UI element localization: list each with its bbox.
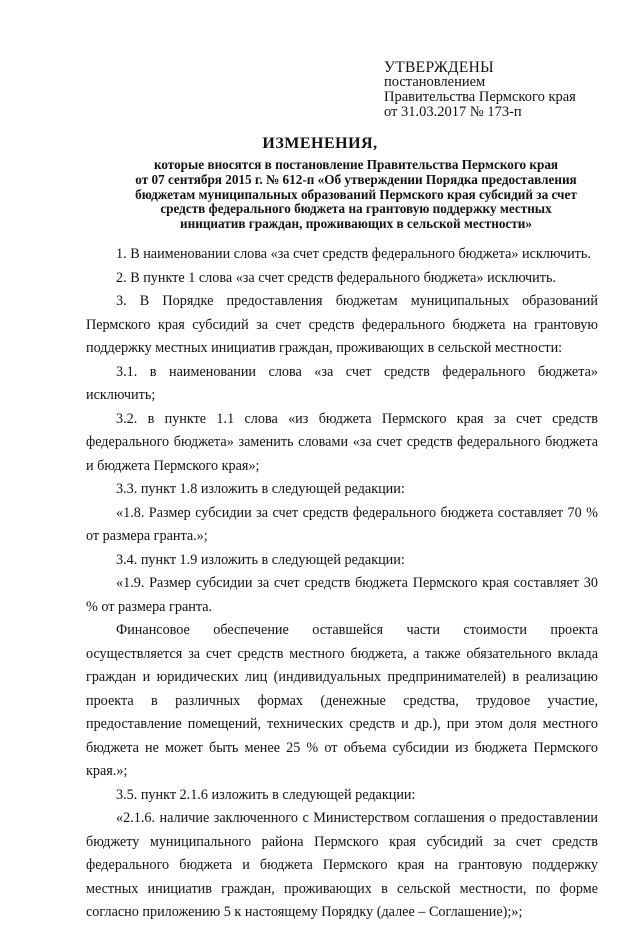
paragraph-3-4: 3.4. пункт 1.9 изложить в следующей редакции: [116, 551, 405, 568]
document-body [86, 243, 598, 925]
approval-line: постановлением [384, 74, 486, 90]
document-title: ИЗМЕНЕНИЯ, [262, 135, 378, 152]
paragraph-financing: Финансовое обеспечение оставшейся части стоимости проекта осуществляется за счет средств местного бюджета, а также обязательного вклада граждан и юридических лиц (индивидуальных предпринимателей) в реализацию проекта в различных формах (денежные средства, трудовое участие, предоставление помещений, технических средств и др.), при этом доля местного бюджета не может быть менее 25 % от объема субсидии из бюджета Пермского края.»; [86, 622, 598, 779]
subtitle-line: бюджетам муниципальных образований Пермского края субсидий за счет [135, 186, 577, 202]
subtitle-line: инициатив граждан, проживающих в сельской местности» [180, 216, 532, 232]
paragraph-3: 3. В Порядке предоставления бюджетам муниципальных образований Пермского края субсидий за счет средств федерального бюджета на грантовую поддержку местных инициатив граждан, проживающих в сельской местности: [86, 293, 598, 356]
paragraph-3-5: 3.5. пункт 2.1.6 изложить в следующей редакции: [116, 786, 416, 803]
quote-1-8: «1.8. Размер субсидии за счет средств федерального бюджета составляет 70 % от размера гранта.»; [86, 504, 598, 544]
approval-heading: УТВЕРЖДЕНЫ [384, 59, 494, 76]
paragraph-3-1: 3.1. в наименовании слова «за счет средств федерального бюджета» исключить; [86, 363, 598, 403]
subtitle-line: средств федерального бюджета на грантовую поддержку местных [160, 201, 552, 217]
paragraph-3-3: 3.3. пункт 1.8 изложить в следующей редакции: [116, 481, 405, 497]
paragraph-1: 1. В наименовании слова «за счет средств федерального бюджета» исключить. [116, 246, 591, 262]
quote-1-9: «1.9. Размер субсидии за счет средств бюджета Пермского края составляет 30 % от размера гранта. [86, 575, 598, 615]
subtitle-line: от 07 сентября 2015 г. № 612-п «Об утверждении Порядка предоставления [135, 171, 577, 187]
document-subtitle [108, 158, 604, 232]
approval-authority: Правительства Пермского края [384, 89, 576, 105]
paragraph-3-2: 3.2. в пункте 1.1 слова «из бюджета Пермского края за счет средств федерального бюджета» заменить словами «за счет средств федерального бюджета и бюджета Пермского края»; [86, 410, 598, 474]
subtitle-line: которые вносятся в постановление Правительства Пермского края [153, 157, 559, 172]
approval-stamp [384, 60, 576, 120]
quote-2-1-6: «2.1.6. наличие заключенного с Министерством соглашения о предоставлении бюджету муниципального района Пермского края субсидий за счет средств федерального бюджета и бюджета Пермского края на грантовую поддержку местных инициатив граждан, проживающих в сельской местности, по форме согласно приложению 5 к настоящему Порядку (далее – Соглашение);»; [86, 810, 598, 920]
approval-date-number: от 31.03.2017 № 173-п [384, 104, 522, 120]
paragraph-2: 2. В пункте 1 слова «за счет средств федерального бюджета» исключить. [116, 269, 556, 286]
